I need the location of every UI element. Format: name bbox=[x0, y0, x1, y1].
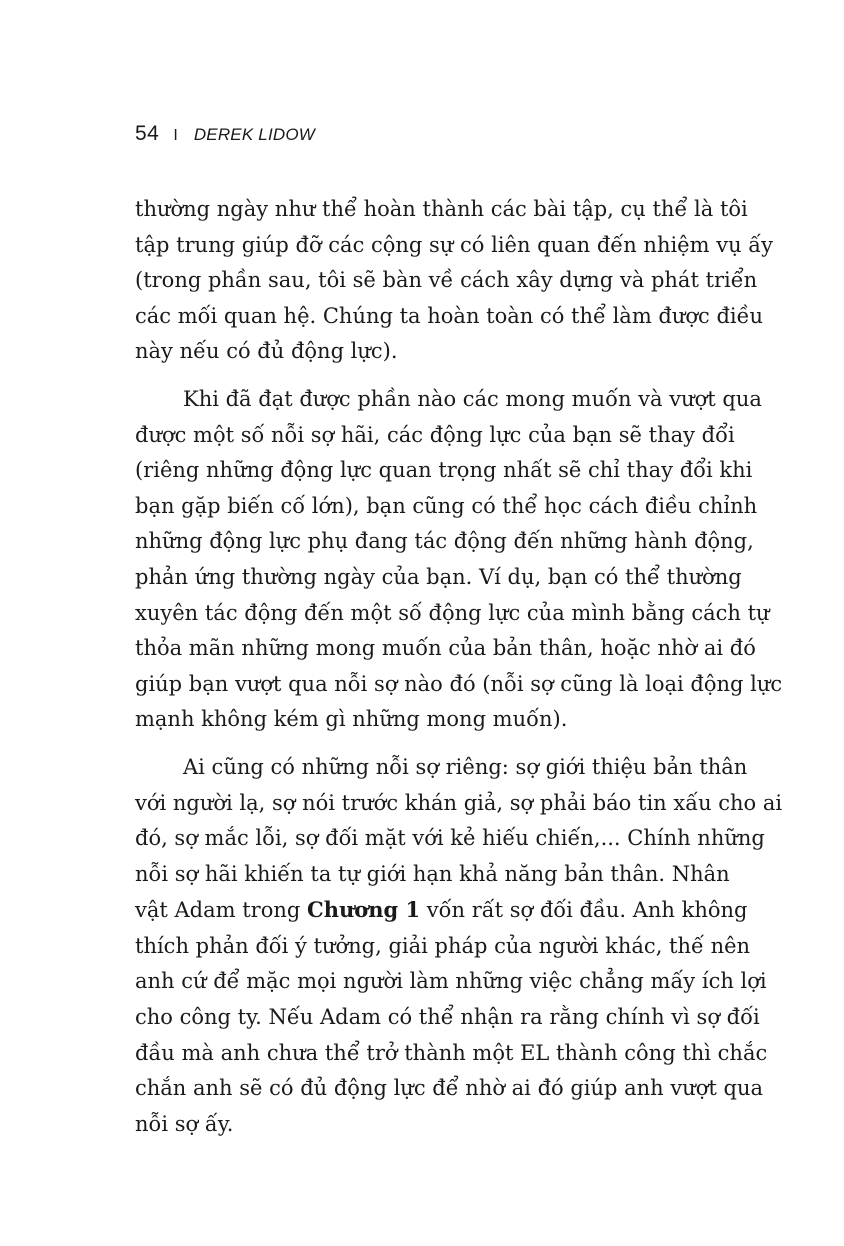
text-line: cho công ty. Nếu Adam có thể nhận ra rằng chính vì sợ đối bbox=[135, 1005, 760, 1030]
text-run: vốn rất sợ đối đầu. Anh không bbox=[420, 898, 748, 923]
paragraph-1 bbox=[135, 192, 773, 370]
text-run: vật Adam trong bbox=[135, 898, 307, 923]
header-separator: I bbox=[173, 127, 178, 144]
author-name: DEREK LIDOW bbox=[193, 125, 316, 144]
paragraph-2 bbox=[135, 382, 783, 738]
text-line: đó, sợ mắc lỗi, sợ đối mặt với kẻ hiếu chiến,... Chính những bbox=[135, 826, 765, 851]
text-line: các mối quan hệ. Chúng ta hoàn toàn có thể làm được điều bbox=[135, 303, 764, 328]
text-line: nỗi sợ ấy. bbox=[135, 1111, 234, 1136]
text-line bbox=[135, 892, 748, 929]
text-line: thích phản đối ý tưởng, giải pháp của người khác, thế nên bbox=[135, 933, 751, 958]
text-line: phản ứng thường ngày của bạn. Ví dụ, bạn có thể thường bbox=[135, 564, 742, 589]
text-line: xuyên tác động đến một số động lực của mình bằng cách tự bbox=[135, 600, 770, 625]
page-number: 54 bbox=[135, 122, 160, 145]
text-line: được một số nỗi sợ hãi, các động lực của bạn sẽ thay đổi bbox=[135, 422, 735, 447]
text-line: đầu mà anh chưa thể trở thành một EL thành công thì chắc bbox=[135, 1040, 768, 1065]
text-line: thỏa mãn những mong muốn của bản thân, hoặc nhờ ai đó bbox=[135, 636, 756, 661]
text-line: những động lực phụ đang tác động đến những hành động, bbox=[135, 529, 754, 554]
text-line: Khi đã đạt được phần nào các mong muốn và vượt qua bbox=[183, 386, 762, 411]
text-line: này nếu có đủ động lực). bbox=[135, 339, 398, 364]
text-line: (riêng những động lực quan trọng nhất sẽ chỉ thay đổi khi bbox=[135, 458, 753, 483]
text-line: thường ngày như thể hoàn thành các bài tập, cụ thể là tôi bbox=[135, 197, 748, 221]
text-line: (trong phần sau, tôi sẽ bàn về cách xây dựng và phát triển bbox=[135, 268, 758, 293]
text-line: bạn gặp biến cố lớn), bạn cũng có thể học cách điều chỉnh bbox=[135, 493, 758, 518]
text-line: Ai cũng có những nỗi sợ riêng: sợ giới thiệu bản thân bbox=[183, 754, 748, 779]
body-text bbox=[135, 192, 783, 1154]
text-line: tập trung giúp đỡ các cộng sự có liên quan đến nhiệm vụ ấy bbox=[135, 232, 773, 257]
text-line: nỗi sợ hãi khiến ta tự giới hạn khả năng bản thân. Nhân bbox=[135, 861, 730, 886]
chapter-reference: Chương 1 bbox=[306, 897, 421, 923]
paragraph-3 bbox=[135, 750, 783, 1143]
text-line: anh cứ để mặc mọi người làm những việc chẳng mấy ích lợi bbox=[135, 969, 767, 994]
running-header bbox=[135, 122, 315, 146]
text-line: giúp bạn vượt qua nỗi sợ nào đó (nỗi sợ cũng là loại động lực bbox=[135, 671, 783, 696]
text-line: chắn anh sẽ có đủ động lực để nhờ ai đó giúp anh vượt qua bbox=[135, 1076, 764, 1101]
text-line: mạnh không kém gì những mong muốn). bbox=[135, 707, 568, 732]
text-line: với người lạ, sợ nói trước khán giả, sợ phải báo tin xấu cho ai bbox=[135, 790, 783, 815]
